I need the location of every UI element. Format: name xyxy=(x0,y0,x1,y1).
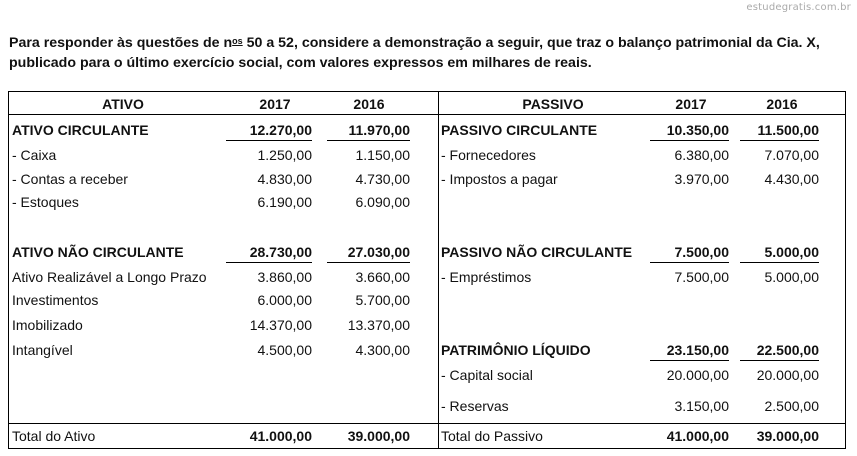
imobilizado-label: Imobilizado xyxy=(12,317,83,333)
fornecedores-2016: 7.070,00 xyxy=(764,147,819,163)
impostos-2017: 3.970,00 xyxy=(674,171,729,187)
ativo-nao-circulante-label: ATIVO NÃO CIRCULANTE xyxy=(12,244,184,260)
header-separator xyxy=(9,114,845,115)
column-divider xyxy=(438,92,439,448)
ativo-circulante-2016: 11.970,00 xyxy=(327,122,410,141)
arlp-label: Ativo Realizável a Longo Prazo xyxy=(12,269,207,285)
ativo-circulante-2017: 12.270,00 xyxy=(226,122,312,141)
impostos-label: - Impostos a pagar xyxy=(441,171,558,187)
capital-social-2016: 20.000,00 xyxy=(756,367,819,383)
reservas-label: - Reservas xyxy=(441,398,509,414)
investimentos-2017: 6.000,00 xyxy=(257,292,312,308)
total-passivo-2016: 39.000,00 xyxy=(756,428,819,444)
passivo-circulante-2016: 11.500,00 xyxy=(740,122,819,141)
ativo-year-2017: 2017 xyxy=(259,96,291,112)
total-ativo-label: Total do Ativo xyxy=(12,428,96,444)
intangivel-label: Intangível xyxy=(12,342,73,358)
passivo-circulante-label: PASSIVO CIRCULANTE xyxy=(441,122,598,138)
ativo-year-2016: 2016 xyxy=(353,96,385,112)
patrimonio-liquido-2017: 23.150,00 xyxy=(650,342,729,361)
fornecedores-2017: 6.380,00 xyxy=(674,147,729,163)
passivo-year-2017: 2017 xyxy=(675,96,707,112)
passivo-circulante-2017: 10.350,00 xyxy=(650,122,729,141)
intro-text-after: 50 a 52, considere a demonstração a seguir, que traz o balanço patrimonial da Cia. X, publicado para o último exercício social, com valores expressos em milhares de reais. xyxy=(9,35,820,71)
arlp-2016: 3.660,00 xyxy=(355,269,410,285)
contas-receber-2017: 4.830,00 xyxy=(257,171,312,187)
passivo-nao-circulante-2017: 7.500,00 xyxy=(650,244,729,263)
balance-sheet-table xyxy=(8,91,846,449)
intro-superscript: os xyxy=(232,36,243,46)
reservas-2016: 2.500,00 xyxy=(764,398,819,414)
watermark: estudegratis.com.br xyxy=(746,2,851,13)
estoques-2016: 6.090,00 xyxy=(355,194,410,210)
arlp-2017: 3.860,00 xyxy=(257,269,312,285)
emprestimos-label: - Empréstimos xyxy=(441,269,532,285)
passivo-nao-circulante-label: PASSIVO NÃO CIRCULANTE xyxy=(441,244,633,260)
investimentos-label: Investimentos xyxy=(12,292,99,308)
ativo-nao-circulante-2017: 28.730,00 xyxy=(226,244,312,263)
impostos-2016: 4.430,00 xyxy=(764,171,819,187)
ativo-header: ATIVO xyxy=(102,96,144,112)
contas-receber-2016: 4.730,00 xyxy=(355,171,410,187)
contas-receber-label: - Contas a receber xyxy=(12,171,128,187)
intangivel-2016: 4.300,00 xyxy=(355,342,410,358)
total-ativo-2016: 39.000,00 xyxy=(347,428,410,444)
total-ativo-2017: 41.000,00 xyxy=(249,428,312,444)
patrimonio-liquido-label: PATRIMÔNIO LÍQUIDO xyxy=(441,342,591,358)
capital-social-label: - Capital social xyxy=(441,367,533,383)
patrimonio-liquido-2016: 22.500,00 xyxy=(740,342,819,361)
intro-text-before: Para responder às questões de n xyxy=(9,35,233,51)
question-intro xyxy=(9,33,844,73)
passivo-nao-circulante-2016: 5.000,00 xyxy=(740,244,819,263)
imobilizado-2016: 13.370,00 xyxy=(347,317,410,333)
fornecedores-label: - Fornecedores xyxy=(441,147,536,163)
ativo-nao-circulante-2016: 27.030,00 xyxy=(327,244,410,263)
imobilizado-2017: 14.370,00 xyxy=(249,317,312,333)
reservas-2017: 3.150,00 xyxy=(674,398,729,414)
capital-social-2017: 20.000,00 xyxy=(666,367,729,383)
emprestimos-2017: 7.500,00 xyxy=(674,269,729,285)
ativo-circulante-label: ATIVO CIRCULANTE xyxy=(12,122,149,138)
total-passivo-2017: 41.000,00 xyxy=(666,428,729,444)
caixa-2016: 1.150,00 xyxy=(355,147,410,163)
passivo-year-2016: 2016 xyxy=(766,96,798,112)
emprestimos-2016: 5.000,00 xyxy=(764,269,819,285)
investimentos-2016: 5.700,00 xyxy=(355,292,410,308)
estoques-2017: 6.190,00 xyxy=(257,194,312,210)
total-separator xyxy=(9,423,845,424)
intangivel-2017: 4.500,00 xyxy=(257,342,312,358)
caixa-2017: 1.250,00 xyxy=(257,147,312,163)
caixa-label: - Caixa xyxy=(12,147,57,163)
total-passivo-label: Total do Passivo xyxy=(441,428,543,444)
estoques-label: - Estoques xyxy=(12,194,79,210)
passivo-header: PASSIVO xyxy=(522,96,584,112)
